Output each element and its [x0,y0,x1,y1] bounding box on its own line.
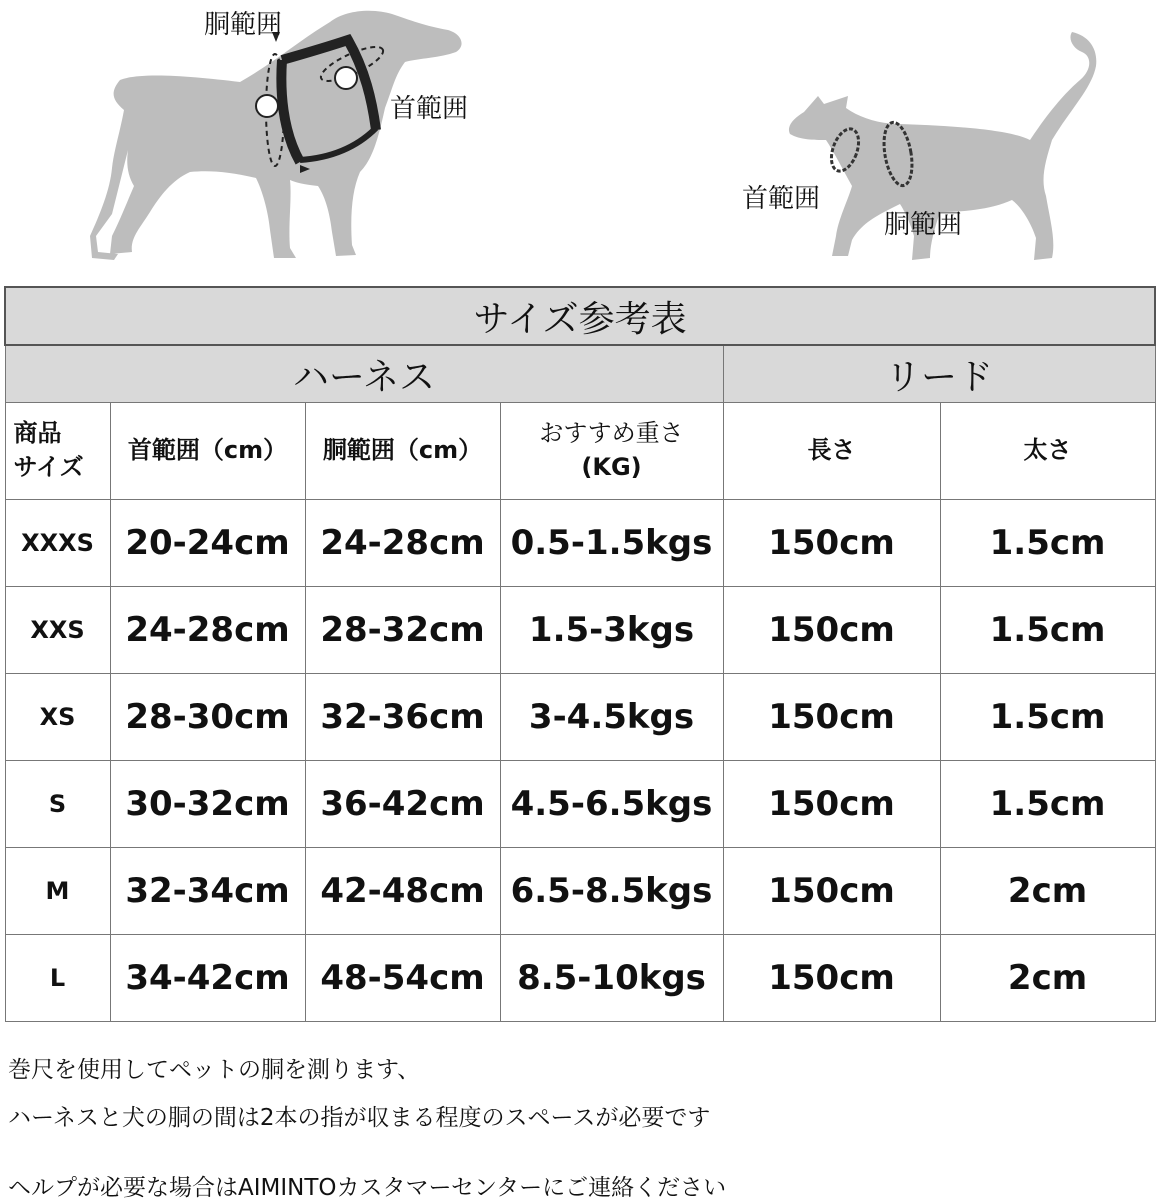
illustration-area [0,0,1158,280]
size-cell: XXS [5,587,110,674]
notes [8,1046,1148,1200]
chest-cell: 32-36cm [305,674,500,761]
neck-cell: 34-42cm [110,935,305,1022]
length-cell: 150cm [723,674,940,761]
cat-neck-label: 首範囲 [742,184,821,214]
weight-header-line2: (KG) [581,453,642,481]
size-reference-table [4,286,1156,1022]
weight-cell: 1.5-3kgs [500,587,723,674]
size-cell: L [5,935,110,1022]
dog-illustration [90,11,462,260]
length-column-header: 長さ [723,403,940,500]
weight-cell: 4.5-6.5kgs [500,761,723,848]
size-cell: XS [5,674,110,761]
dog-chest-label: 胴範囲 [204,10,283,40]
neck-column-header: 首範囲（cm） [110,403,305,500]
weight-column-header [500,403,723,500]
size-column-header [5,403,110,500]
width-cell: 1.5cm [940,500,1155,587]
chest-cell: 48-54cm [305,935,500,1022]
length-cell: 150cm [723,848,940,935]
chest-cell: 42-48cm [305,848,500,935]
table-row [5,674,1155,761]
width-cell: 1.5cm [940,587,1155,674]
note-help: ヘルプが必要な場合はAIMINTOカスタマーセンターにご連絡ください [8,1175,727,1200]
width-column-header: 太さ [940,403,1155,500]
pet-illustrations [0,0,1158,280]
neck-cell: 30-32cm [110,761,305,848]
length-cell: 150cm [723,500,940,587]
weight-cell: 8.5-10kgs [500,935,723,1022]
harness-group-header: ハーネス [5,345,723,403]
size-header-line2: サイズ [13,453,84,481]
note-spacer [8,1142,1148,1164]
table-row [5,935,1155,1022]
neck-cell: 28-30cm [110,674,305,761]
weight-cell: 0.5-1.5kgs [500,500,723,587]
weight-cell: 3-4.5kgs [500,674,723,761]
neck-cell: 20-24cm [110,500,305,587]
note-fit: ハーネスと犬の胴の間は2本の指が収まる程度のスペースが必要です [8,1105,711,1131]
table-row [5,587,1155,674]
size-header-line1: 商品 [13,419,62,448]
chest-column-header: 胴範囲（cm） [305,403,500,500]
weight-header-line1: おすすめ重さ [539,419,684,448]
chest-cell: 24-28cm [305,500,500,587]
leash-group-header: リード [723,345,1155,403]
cat-chest-label: 胴範囲 [884,210,963,240]
width-cell: 2cm [940,935,1155,1022]
weight-cell: 6.5-8.5kgs [500,848,723,935]
size-cell: S [5,761,110,848]
length-cell: 150cm [723,935,940,1022]
width-cell: 1.5cm [940,674,1155,761]
size-cell: M [5,848,110,935]
length-cell: 150cm [723,587,940,674]
dog-neck-label: 首範囲 [390,94,469,124]
length-cell: 150cm [723,761,940,848]
chest-cell: 28-32cm [305,587,500,674]
neck-cell: 24-28cm [110,587,305,674]
chest-cell: 36-42cm [305,761,500,848]
table-row [5,761,1155,848]
size-cell: XXXS [5,500,110,587]
table-row [5,848,1155,935]
width-cell: 2cm [940,848,1155,935]
table-title: サイズ参考表 [5,287,1155,345]
note-measure: 巻尺を使用してペットの胴を測ります、 [8,1057,421,1083]
width-cell: 1.5cm [940,761,1155,848]
table-row [5,500,1155,587]
neck-cell: 32-34cm [110,848,305,935]
